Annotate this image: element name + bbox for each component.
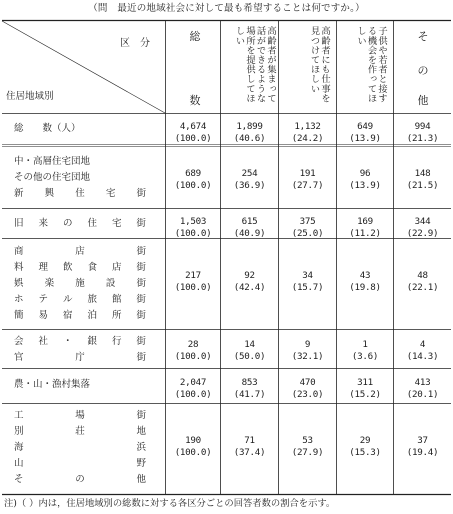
cell-count: 254: [241, 168, 258, 179]
row-label-char: 山: [14, 458, 24, 469]
table-cell: [221, 339, 278, 363]
row-label-line: [14, 170, 146, 186]
row-label-char: 街: [136, 246, 146, 257]
row-label-char: 街: [136, 352, 146, 363]
row-label-char: 泊: [87, 310, 97, 321]
cell-count: 34: [302, 270, 313, 281]
cell-percent: (50.0): [233, 351, 266, 362]
row-label-char: 住: [75, 188, 85, 199]
question-text: （問 最近の地域社会に対して最も希望することは何ですか。）: [88, 3, 365, 14]
cell-percent: (15.2): [349, 389, 381, 400]
cell-percent: (11.2): [349, 228, 381, 239]
cell-count: 92: [244, 270, 255, 281]
row-label-char: 店: [111, 262, 122, 273]
row-label-char: 社: [38, 336, 48, 347]
row-label-line: [14, 424, 146, 440]
row-label-char: ・: [62, 336, 73, 347]
cell-count: 994: [414, 121, 431, 132]
row-label-char: そ: [14, 474, 24, 485]
row-label-text: 中・高層住宅団地: [14, 156, 91, 167]
cell-percent: (13.9): [349, 180, 381, 191]
row-label-line: [14, 260, 146, 276]
row-label-char: 館: [111, 294, 122, 305]
row-label-char: 行: [111, 336, 122, 347]
row-label-char: 理: [38, 262, 48, 273]
row-label-line: [14, 472, 146, 488]
row-label-char: 街: [136, 278, 146, 289]
cell-percent: (27.9): [291, 447, 324, 458]
row-label-total: [14, 121, 146, 137]
header-region: 住居地域別: [6, 91, 54, 102]
header-total-top: 総: [189, 30, 201, 43]
cell-percent: (24.2): [291, 133, 324, 144]
footnote: 注)（ ）内は，住居地域別の総数に対する各区分ごとの回答者数の割合を示す。: [4, 498, 336, 509]
cell-percent: (13.9): [349, 133, 381, 144]
row-label-industrial: [14, 408, 146, 488]
header-other-top: そ: [417, 30, 429, 43]
cell-count: 689: [185, 168, 201, 179]
header-col-work: 高齢者にも仕事を見つけてほしい: [308, 26, 330, 103]
cell-percent: (100.0): [174, 389, 212, 400]
table-cell: [394, 339, 451, 363]
row-label-char: 会: [14, 336, 24, 347]
row-label-char: 別: [14, 426, 24, 437]
header-other-bottom: 他: [417, 94, 429, 107]
cell-count: 217: [185, 270, 201, 281]
row-label-line: [14, 350, 146, 366]
table-cell: [166, 435, 220, 459]
row-label-char: 料: [14, 262, 24, 273]
cell-count: 413: [414, 377, 431, 388]
row-label-char: 宅: [105, 188, 116, 199]
table-cell: [337, 377, 393, 401]
table-cell: [166, 121, 220, 145]
table-cell: [221, 168, 278, 192]
row-label-line: [14, 154, 146, 170]
row-label-char: 野: [136, 458, 146, 469]
row-label-line: [14, 292, 146, 308]
table-cell: [394, 168, 451, 192]
header-col-youth: 子供や若者と接する機会を作ってほしい: [355, 26, 387, 103]
cell-count: 1: [362, 339, 368, 350]
row-label-char: の: [75, 474, 85, 485]
table-cell: [279, 121, 336, 145]
cell-count: 43: [359, 270, 371, 281]
row-label-office: [14, 334, 146, 366]
row-label-line: [14, 334, 146, 350]
row-label-char: 工: [14, 410, 24, 421]
table-cell: [221, 270, 278, 294]
cell-count: 71: [244, 435, 255, 446]
cell-percent: (27.7): [291, 180, 324, 191]
cell-count: 9: [304, 339, 311, 350]
row-label-char: 楽: [44, 278, 55, 289]
row-label-char: 街: [136, 218, 146, 229]
cell-count: 2,047: [179, 377, 207, 388]
row-label-char: 宅: [111, 218, 122, 229]
header-total-bottom: 数: [189, 94, 201, 107]
row-label-line: [14, 186, 146, 202]
row-label-char: 所: [111, 310, 122, 321]
cell-count: 191: [299, 168, 316, 179]
cell-percent: (32.1): [291, 351, 324, 362]
table-cell: [166, 270, 220, 294]
cell-percent: (100.0): [174, 133, 212, 144]
cell-percent: (37.4): [233, 447, 266, 458]
row-label-text: 総 数（人）: [14, 123, 81, 134]
cell-percent: (40.6): [233, 133, 266, 144]
row-label-char: 商: [14, 246, 24, 257]
row-label-text: その他の住宅団地: [14, 172, 91, 183]
table-cell: [337, 339, 393, 363]
cell-percent: (14.3): [406, 351, 439, 362]
table-cell: [166, 339, 220, 363]
row-label-char: 設: [105, 278, 116, 289]
row-label-char: 海: [14, 442, 24, 453]
cell-percent: (3.6): [351, 351, 379, 362]
cell-percent: (100.0): [174, 447, 212, 458]
row-label-char: 食: [87, 262, 97, 273]
row-label-char: 他: [136, 474, 146, 485]
cell-percent: (25.0): [291, 228, 324, 239]
table-cell: [337, 168, 393, 192]
row-label-char: 興: [44, 188, 55, 199]
table-cell: [221, 377, 278, 401]
table-cell: [337, 435, 393, 459]
table-cell: [221, 435, 278, 459]
row-label-char: 新: [14, 188, 24, 199]
header-other-mid: の: [417, 64, 429, 77]
table-cell: [337, 270, 393, 294]
table-cell: [394, 377, 451, 401]
row-label-char: の: [62, 218, 73, 229]
table-cell: [337, 216, 393, 240]
cell-count: 28: [187, 339, 199, 350]
row-label-char: 官: [14, 352, 24, 363]
cell-count: 649: [357, 121, 373, 132]
row-label-char: 銀: [87, 336, 97, 347]
table-cell: [166, 216, 220, 240]
cell-count: 29: [359, 435, 371, 446]
cell-count: 1,503: [179, 216, 207, 227]
table-cell: [166, 377, 220, 401]
row-label-char: 荘: [75, 426, 85, 437]
row-label-char: 店: [75, 246, 85, 257]
cell-count: 37: [417, 435, 428, 446]
row-label-danchi: [14, 154, 146, 202]
row-label-char: 街: [136, 310, 146, 321]
table-cell: [279, 435, 336, 459]
table-cell: [394, 435, 451, 459]
table-cell: [221, 121, 278, 145]
table-cell: [394, 270, 451, 294]
row-label-char: 街: [136, 188, 146, 199]
row-label-char: 街: [136, 336, 146, 347]
cell-percent: (41.7): [233, 389, 266, 400]
table-cell: [279, 216, 336, 240]
row-label-rural: [14, 377, 146, 393]
table-cell: [279, 270, 336, 294]
row-label-char: 宿: [62, 310, 73, 321]
row-label-char: 庁: [75, 352, 85, 363]
cell-percent: (15.7): [291, 282, 324, 293]
cell-percent: (22.1): [406, 282, 439, 293]
cell-count: 48: [417, 270, 428, 281]
cell-count: 14: [244, 339, 255, 350]
row-label-char: 街: [136, 262, 146, 273]
cell-percent: (40.9): [233, 228, 266, 239]
row-label-char: 場: [75, 410, 85, 421]
row-label-char: 街: [136, 410, 146, 421]
row-label-char: 来: [38, 218, 48, 229]
row-label-char: ル: [62, 294, 73, 305]
cell-percent: (100.0): [174, 228, 212, 239]
row-label-commercial: [14, 244, 146, 324]
row-label-line: [14, 308, 146, 324]
cell-count: 470: [299, 377, 316, 388]
row-label-char: 娯: [14, 278, 24, 289]
cell-count: 311: [357, 377, 373, 388]
table-cell: [394, 216, 451, 240]
row-label-char: 街: [136, 294, 146, 305]
row-label-old: [14, 216, 146, 232]
cell-percent: (19.4): [406, 447, 439, 458]
cell-count: 190: [185, 435, 201, 446]
cell-count: 344: [414, 216, 431, 227]
cell-percent: (19.8): [349, 282, 381, 293]
cell-count: 1,899: [236, 121, 263, 132]
table-cell: [279, 339, 336, 363]
row-label-char: 簡: [14, 310, 24, 321]
cell-count: 53: [302, 435, 313, 446]
cell-percent: (100.0): [174, 180, 212, 191]
row-label-line: [14, 244, 146, 260]
table-cell: [279, 377, 336, 401]
row-label-char: テ: [38, 294, 48, 305]
cell-count: 4,674: [179, 121, 207, 132]
cell-count: 1,132: [294, 121, 321, 132]
row-label-line: [14, 408, 146, 424]
row-label-char: 地: [136, 426, 146, 437]
cell-percent: (21.3): [406, 133, 439, 144]
cell-count: 169: [357, 216, 373, 227]
table-cell: [221, 216, 278, 240]
table-cell: [337, 121, 393, 145]
row-label-char: 浜: [136, 442, 146, 453]
row-label-line: [14, 276, 146, 292]
row-label-char: 飲: [62, 262, 73, 273]
cell-percent: (100.0): [174, 282, 212, 293]
row-label-line: [14, 216, 146, 232]
table-cell: [166, 168, 220, 192]
cell-percent: (100.0): [174, 351, 212, 362]
cell-percent: (15.3): [349, 447, 381, 458]
cell-percent: (21.5): [406, 180, 439, 191]
table-cell: [394, 121, 451, 145]
cell-count: 4: [419, 339, 426, 350]
cell-percent: (22.9): [406, 228, 439, 239]
row-label-char: 旅: [87, 294, 97, 305]
row-label-char: 施: [75, 278, 85, 289]
cell-percent: (36.9): [233, 180, 266, 191]
row-label-line: [14, 440, 146, 456]
row-label-text: 農・山・漁村集落: [14, 379, 91, 390]
row-label-line: [14, 377, 146, 393]
cell-count: 853: [241, 377, 258, 388]
cell-count: 375: [299, 216, 316, 227]
row-label-line: [14, 456, 146, 472]
cell-count: 96: [359, 168, 371, 179]
cell-percent: (42.4): [233, 282, 266, 293]
row-label-char: 住: [87, 218, 97, 229]
row-label-char: 旧: [14, 218, 24, 229]
row-label-line: [14, 121, 146, 137]
table-cell: [279, 168, 336, 192]
row-label-char: ホ: [14, 294, 24, 305]
cell-percent: (23.0): [291, 389, 324, 400]
cell-count: 615: [241, 216, 258, 227]
header-kubun: 区分: [120, 38, 160, 49]
row-label-char: 易: [38, 310, 48, 321]
cell-percent: (20.1): [406, 389, 439, 400]
cell-count: 148: [414, 168, 431, 179]
header-col-place: 高齢者が集まって話ができるような場所を提供してほしい: [233, 26, 276, 103]
